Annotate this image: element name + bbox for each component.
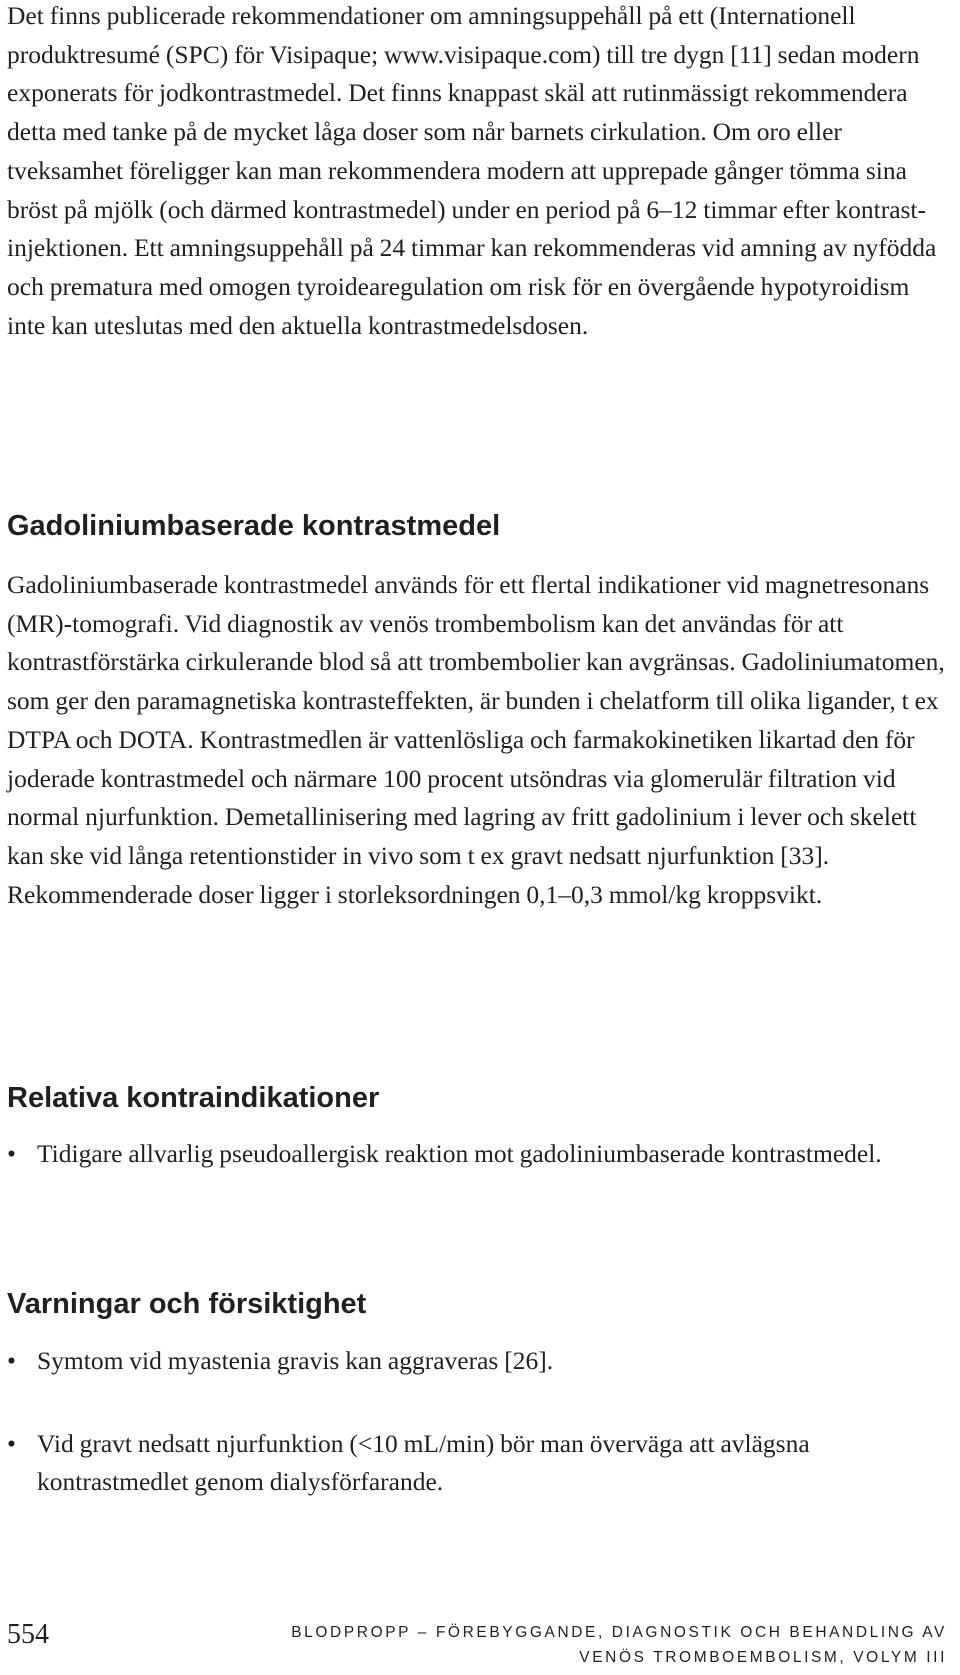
- section-heading-varningar: Varningar och försiktighet: [7, 1288, 367, 1320]
- list-item-text: Symtom vid myastenia gravis kan aggraveras [26].: [37, 1346, 554, 1375]
- running-footer-title: [187, 1620, 947, 1670]
- gadolinium-paragraph: Gadoliniumbaserade kontrastmedel används för ett flertal indikationer vid magnetresonans (MR)-tomografi. Vid diagnostik av venös trombembolism kan det användas för att kontrastförstärka cirkulerande blod så att trombembolier kan avgränsas. Gadoliniumatomen, som ger den paramagnetiska kontrasteffekten, är bunden i chelatform till olika ligander, t ex DTPA och DOTA. Kontrastmedlen är vattenlösliga och farmakokinetiken likartad den för joderade kontrastmedel och närmare 100 procent utsöndras via glomerulär filtration vid normal njurfunktion. Demetallinisering med lagring av fritt gadolinium i lever och skelett kan ske vid långa retentionstider in vivo som t ex gravt nedsatt njurfunktion [33]. Rekommenderade doser ligger i storleksordningen 0,1–0,3 mmol/kg kroppsvikt.: [7, 570, 945, 909]
- section-heading-relativa-kontraindikationer: Relativa kontraindikationer: [7, 1082, 380, 1114]
- page-number: 554: [7, 1619, 49, 1650]
- footer-title-line-1: BLODPROPP – FÖREBYGGANDE, DIAGNOSTIK OCH BEHANDLING AV: [291, 1624, 947, 1641]
- list-item: [7, 1425, 947, 1502]
- bullet-icon: •: [7, 1139, 16, 1168]
- list-item-text: Tidigare allvarlig pseudoallergisk reaktion mot gadoliniumbaserade kontrastmedel.: [37, 1139, 882, 1168]
- footer-title-line-2: VENÖS TROMBOEMBOLISM, VOLYM III: [579, 1649, 947, 1666]
- list-item-text: Vid gravt nedsatt njurfunktion (<10 mL/min) bör man överväga att avlägsna kontrastmedlet genom dialysförfarande.: [37, 1428, 810, 1497]
- varningar-list: [7, 1342, 947, 1502]
- bullet-icon: •: [7, 1428, 16, 1458]
- intro-paragraph: Det finns publicerade rekommendationer om amningsuppehåll på ett (Internationell produktresumé (SPC) för Visipaque; www.visipaque.com) till tre dygn [11] sedan modern exponerats för jodkontrastmedel. Det finns knappast skäl att rutinmässigt rekommendera detta med tanke på de mycket låga doser som når barnets cirkulation. Om oro eller tveksamhet föreligger kan man rekommendera modern att upprepade gånger tömma sina bröst på mjölk (och därmed kontrastmedel) under en period på 6–12 timmar efter kontrastinjektionen. Ett amningsuppehåll på 24 timmar kan rekommenderas vid amning av nyfödda och prematura med omogen tyroidearegulation om risk för en övergående hypotyroidism inte kan uteslutas med den aktuella kontrastmedelsdosen.: [7, 1, 937, 340]
- bullet-icon: •: [7, 1346, 16, 1375]
- section-heading-gadolinium: Gadoliniumbaserade kontrastmedel: [7, 510, 501, 542]
- list-item: [7, 1342, 947, 1381]
- document-page: [7, 0, 947, 1675]
- list-item: [7, 1135, 947, 1174]
- relativa-kontraindikationer-list: [7, 1135, 947, 1174]
